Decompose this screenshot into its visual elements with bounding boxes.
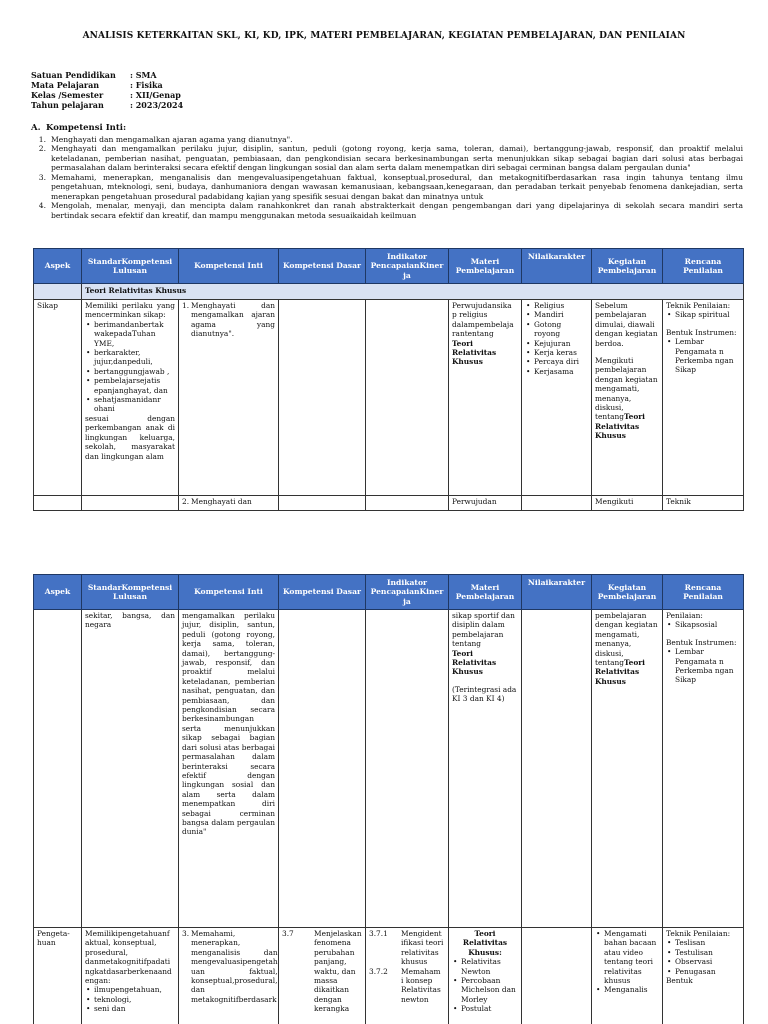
penilaian-label: Bentuk [666,976,693,986]
kegiatan-list [595,929,659,995]
ki-item [31,135,743,145]
materi-text: Perwujudansika p religius dalampembelaja rantentang [452,301,514,339]
section-heading-text: Kompetensi Inti: [46,123,127,133]
cell-aspek: Sikap [34,300,82,496]
list-item: • pembelajarsejatis epanjanghayat, dan [85,376,175,395]
cell-ki [179,300,279,496]
list-item: • Gotong royong [525,320,588,339]
header-aspek: Aspek [34,575,82,610]
identity-value: : SMA [130,70,157,80]
cell-skl [82,496,179,511]
cell-kegiatan [592,610,663,928]
cell-nilai [522,610,592,928]
ki-text: Menghayati dan [191,497,252,506]
table-header-row [34,575,744,610]
ipk-entry [369,967,445,1005]
subheading-text: Teori Relativitas Khusus [82,284,744,300]
cell-nilai [522,928,592,1024]
list-item: • Sikapsosial [666,620,740,629]
skl-list [85,985,175,1013]
skl-intro: Memilikipengetahuanf aktual, konseptual, prosedural, danmetakognitifpadati ngkatdasarberkenaand engan: [85,929,172,986]
ki-list [31,135,743,221]
list-item: • Kerjasama [525,367,588,376]
cell-ki: mengamalkan perilaku jujur, disiplin, santun, peduli (gotong royong, kerja sama, toleran, damai), bertanggung-jawab, responsif, dan proaktif melalui keteladanan, pemberian nasihat, penguatan, dan pembiasaan, dan pengkondisian secara berkesinambungan serta menunjukkan sikap sebagai bagian dari solusi atas berbagai permasalahan dalam berinteraksi secara efektif dengan lingkungan sosial dan alam serta dalam menempatkan diri sebagai cerminan bangsa dalam pergaulan dunia" [179,610,279,928]
ipk-text: Mengident ifikasi teori relativitas khusus [401,929,444,967]
cell-kd [279,496,366,511]
ki-number: 2. [182,497,190,506]
penilaian-label: Teknik Penilaian: [666,929,731,938]
subheading-row [34,284,744,300]
list-item: • seni dan [85,1004,175,1013]
skl-tail: sesuai dengan perkembangan anak di lingkungan keluarga, sekolah, masyarakat dan lingkungan alam [85,413,175,461]
list-item: • Lembar Pengamata n Perkemba ngan Sikap [666,647,740,685]
header-ipk: Indikator PencapaianKiner ja [366,575,449,610]
penilaian-list [666,310,740,319]
list-item: • berkarakter, jujur,danpeduli, [85,348,175,367]
ipk-text: Memaham i konsep Relativitas newton [401,966,441,1004]
ipk-number: 3.7.1 [369,929,388,938]
cell-nilai [522,496,592,511]
cell-penilaian: Teknik [663,496,744,511]
cell-materi [449,300,522,496]
list-item: • Percaya diri [525,357,588,366]
cell-aspek [34,496,82,511]
list-item: • teknologi, [85,995,175,1004]
ki-text: Menghayati dan mengamalkan ajaran agama yang dianutnya". [191,301,275,339]
list-item: • Mengamati bahan bacaan atau video tentang teori relativitas khusus [595,929,659,985]
materi-text: sikap sportif dan disiplin dalam pembelajaran tentang [452,611,515,649]
document-title: ANALISIS KETERKAITAN SKL, KI, KD, IPK, MATERI PEMBELAJARAN, KEGIATAN PEMBELAJARAN, DAN PENILAIAN [82,31,686,41]
list-item: • Kejujuran [525,339,588,348]
list-item: • Testulisan [666,948,740,957]
penilaian-label: Bentuk Instrumen: [666,637,737,647]
kegiatan-text: Mengikuti pembelajaran dengan kegiatan mengamati, menanya, diskusi, tentang [595,356,658,422]
cell-ipk [366,300,449,496]
analysis-table-2 [33,574,744,1024]
materi-note: (Terintegrasi ada KI 3 dan KI 4) [452,684,517,704]
penilaian-list [666,620,740,629]
cell-nilai [522,300,592,496]
header-aspek: Aspek [34,249,82,284]
cell-kegiatan [592,928,663,1024]
ki-text: Mengolah, menalar, menyaji, dan mencipta dalam ranahkonkret dan ranah abstrakterkait dengan pengembangan dari yang dipelajarinya di sekolah secara mandiri serta bertindak secara efektif dan kreatif, dan mampu menggunakan metoda sesuaikaidah keilmuan [51,201,743,220]
table-row [34,610,744,928]
list-item: • Kerja keras [525,348,588,357]
header-skl: StandarKompetensi Lulusan [82,249,179,284]
cell-aspek: Pengeta-huan [34,928,82,1024]
penilaian-label: Bentuk Instrumen: [666,327,737,337]
skl-list [85,320,175,414]
table-header-row [34,249,744,284]
kegiatan-text: Sebelum pembelajaran dimulai, diawali dengan kegiatan berdoa. [595,301,658,348]
list-item: • Sikap spiritual [666,310,740,319]
penilaian-list [666,938,740,976]
ki-entry [182,497,275,506]
table-row [34,496,744,511]
list-item: • bertanggungjawab , [85,367,175,376]
header-nilai: Nilaikarakter [522,575,592,610]
header-ipk: Indikator PencapaianKiner ja [366,249,449,284]
header-nilai: Nilaikarakter [522,249,592,284]
list-item: • Percobaan Michelson dan Morley [452,976,518,1004]
identity-block [31,70,183,110]
ki-entry [182,929,278,1004]
header-penilaian: Rencana Penilaian [663,249,744,284]
header-kd: Kompetensi Dasar [279,575,366,610]
list-item: • ilmupengetahuan, [85,985,175,994]
list-item: • Penugasan [666,967,740,976]
kegiatan-topic: Teori Relativitas Khusus [595,658,645,686]
ipk-number: 3.7.2 [369,966,388,976]
cell-materi [449,610,522,928]
skl-intro: Memiliki perilaku yang mencerminkan sikap: [85,301,175,320]
identity-row [31,80,183,90]
cell-aspek [34,610,82,928]
ki-text: Memahami, menerapkan, menganalisis dan mengevaluasipengetah uan faktual, konseptual,prosedural, dan metakognitifberdasark [191,929,278,1004]
cell-kd [279,610,366,928]
cell-kegiatan [592,300,663,496]
ki-number: 1. [182,301,190,310]
ki-text: Menghayati dan mengamalkan perilaku jujur, disiplin, santun, peduli (gotong royong, kerja sama, toleran, damai), bertanggung-jawab, responsif, dan proaktif melalui keteladanan, pemberian nasihat, penguatan, pembiasaan, dan pengkondisian secara berkesinambungan serta menunjukkan sikap sebagai bagian dari solusi atas berbagai permasalahan dalam berinteraksi secara efektif dengan lingkungan sosial dan alam serta dalam menempatkan diri sebagai cerminan bangsa dalam pergaulan dunia" [51,144,743,172]
materi-list [452,957,518,1013]
identity-label: Mata Pelajaran [31,80,100,90]
ki-text: Menghayati dan mengamalkan ajaran agama yang dianutnya". [51,134,293,144]
list-item: • Menganalis [595,985,659,994]
cell-penilaian [663,300,744,496]
ki-entry [182,301,275,339]
cell-penilaian [663,928,744,1024]
identity-label: Satuan Pendidikan [31,70,116,80]
list-item: • Lembar Pengamata n Perkemba ngan Sikap [666,337,740,375]
list-item: • Teslisan [666,938,740,947]
section-letter: A. [31,123,41,133]
cell-materi: Perwujudan [449,496,522,511]
kegiatan-text: pembelajaran dengan kegiatan mengamati, menanya, diskusi, tentang [595,611,658,668]
cell-kd [279,928,366,1024]
penilaian-label: Penilaian: [666,611,703,620]
cell-materi [449,928,522,1024]
identity-row [31,90,183,100]
header-kegiatan: Kegiatan Pembelajaran [592,249,663,284]
header-materi: Materi Pembelajaran [449,575,522,610]
kompetensi-inti-section [31,124,743,220]
identity-label: Tahun pelajaran [31,100,104,110]
penilaian-list [666,647,740,685]
header-kegiatan: Kegiatan Pembelajaran [592,575,663,610]
analysis-table-1 [33,248,744,511]
cell-kegiatan: Mengikuti [592,496,663,511]
section-heading [31,124,743,134]
cell-ki [179,928,279,1024]
ki-number: 4. [38,201,46,210]
subheading-blank [34,284,82,300]
materi-topic: Teori Relativitas Khusus [452,338,497,367]
cell-ipk [366,496,449,511]
cell-ki [179,496,279,511]
materi-topic: Teori Relativitas Khusus: [462,929,508,957]
list-item: • Mandiri [525,310,588,319]
list-item: • Observasi [666,957,740,966]
list-item: • Relativitas Newton [452,957,518,976]
list-item: • sehatjasmanidanr ohani [85,395,175,414]
header-skl: StandarKompetensi Lulusan [82,575,179,610]
penilaian-label: Teknik Penilaian: [666,301,731,310]
kd-text: Menjelaskan fenomena perubahan panjang, waktu, dan massa dikaitkan dengan kerangka [314,929,362,1014]
materi-topic: Teori Relativitas Khusus [452,648,497,677]
identity-label: Kelas /Semester [31,90,104,100]
identity-value: : Fisika [130,80,163,90]
identity-value: : 2023/2024 [130,100,184,110]
header-ki: Kompetensi Inti [179,575,279,610]
table-row [34,928,744,1024]
cell-kd [279,300,366,496]
ki-number: 1. [38,134,46,144]
kd-number: 3.7 [282,929,294,938]
list-item: • berimandanbertak wakepadaTuhan YME, [85,320,175,348]
ki-item [31,201,743,220]
ki-number: 3. [38,172,46,182]
cell-skl [82,928,179,1024]
header-kd: Kompetensi Dasar [279,249,366,284]
ki-text: Memahami, menerapkan, menganalisis dan mengevaluasipengetahuan faktual, konseptual,prosedural, dan metakognitifberdasarkan rasa ingin tahunya tentang ilmu pengetahuan, mteknologi, seni, budaya, danhumaniora dengan wawasan kemanusiaan, kebangsaan,kenegaraan, dan peradaban terkait penyebab fenomena dankejadian, serta menerapkan pengetahuan prosedural padabidang kajian yang spesifik sesuai dengan bakat dan minatnya untuk [51,172,743,201]
kd-entry [282,929,362,1014]
ki-item [31,144,743,173]
list-item: • Religius [525,301,588,310]
cell-penilaian [663,610,744,928]
kegiatan-topic: Teori Relativitas Khusus [595,412,645,441]
penilaian-list [666,337,740,375]
list-item: • Postulat [452,1004,518,1013]
cell-ipk [366,610,449,928]
identity-row [31,100,183,110]
ki-item [31,173,743,202]
cell-skl: sekitar, bangsa, dan negara [82,610,179,928]
header-penilaian: Rencana Penilaian [663,575,744,610]
header-materi: Materi Pembelajaran [449,249,522,284]
ipk-entry [369,929,445,967]
identity-row [31,70,183,80]
ki-number: 2. [38,144,46,153]
identity-value: : XII/Genap [130,90,181,100]
ki-number: 3. [182,929,190,938]
header-ki: Kompetensi Inti [179,249,279,284]
cell-skl [82,300,179,496]
nilai-list [525,301,588,376]
table-row [34,300,744,496]
cell-ipk [366,928,449,1024]
